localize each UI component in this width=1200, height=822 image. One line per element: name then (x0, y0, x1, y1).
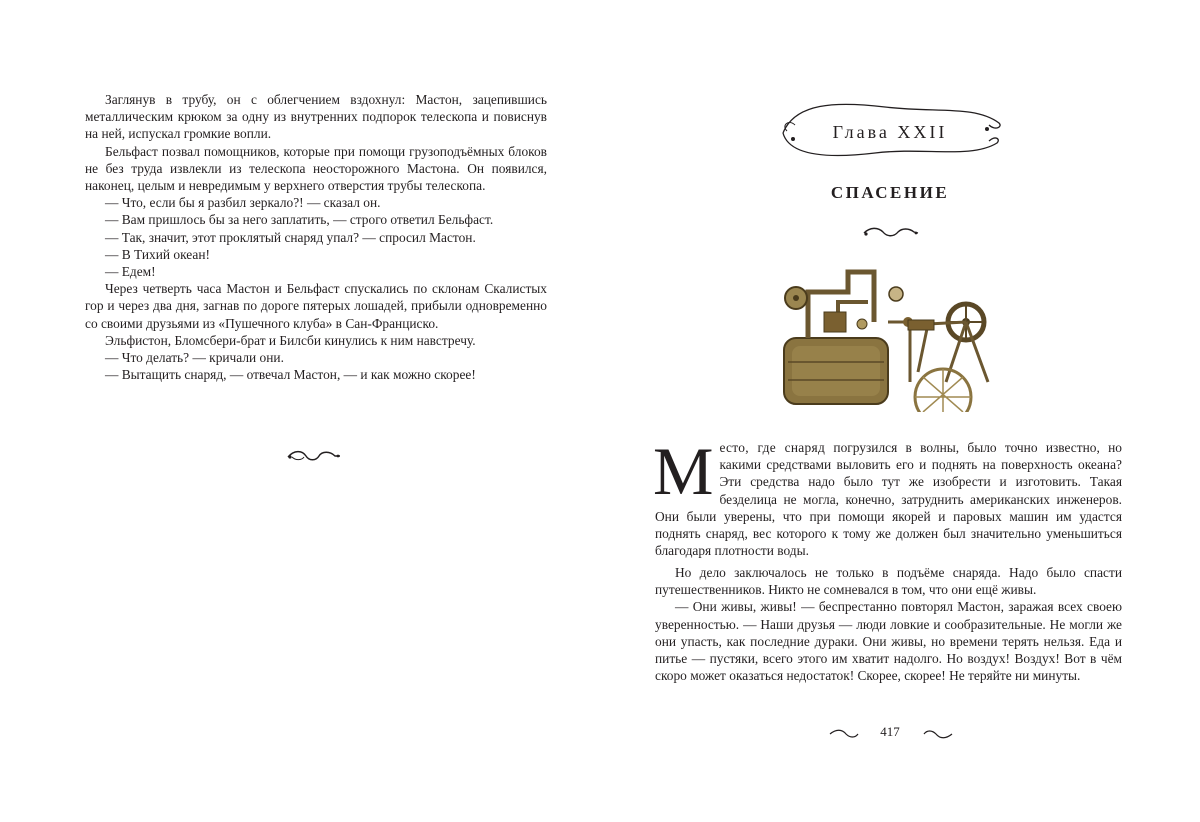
steam-machine-illustration (778, 262, 1013, 412)
first-paragraph (653, 433, 1122, 559)
dialogue-line: — Так, значит, этот проклятый снаряд упал? — спросил Мастон. (105, 229, 476, 245)
right-page-text (655, 564, 1122, 684)
page-number: 417 (880, 724, 900, 739)
dialogue-line: — Вытащить снаряд, — отвечал Мастон, — и как можно скорее! (105, 367, 476, 383)
paragraph: Но дело заключалось не только в подъёме снаряда. Надо было спасти путешественников. Никто не сомневался в том, что они ещё живы. (655, 565, 1122, 598)
paragraph: Заглянув в трубу, он с облегчением вздохнул: Мастон, зацепившись металлическим крюком за одну из внутренних подпорок телескопа и повиснув на ней, испускал громкие вопли. (85, 92, 547, 142)
dialogue-line: — Что, если бы я разбил зеркало?! — сказал он. (105, 195, 381, 211)
paragraph: Через четверть часа Мастон и Бельфаст спускались по склонам Скалистых гор и через два дня, загнав по дороге пятерых лошадей, прибыли одновременно со своими друзьями из «Пушечного клуба» в Сан-Франциско. (85, 281, 547, 331)
chapter-heading-banner (775, 95, 1005, 175)
flourish-ornament-icon (286, 448, 342, 464)
dialogue-line: — Едем! (105, 264, 156, 280)
dialogue-line: — Вам пришлось бы за него заплатить, — строго ответил Бельфаст. (105, 212, 494, 228)
paragraph-text: погрузился в волны, было точно известно, но какими средствами выловить его и поднять на поверхность океана? Эти средства надо было тут же изобрести и изготовить. Такая безделица не могла, конечно, затруднить американских инженеров. Они были уверены, что при помощи якорей и паровых машин им удастся поднять снаряд, вес которого к тому же должен был значительно уменьшиться благодаря плотности воды. (655, 440, 1122, 559)
flourish-ornament-icon (862, 226, 920, 240)
chapter-label: Глава XXII (832, 122, 948, 142)
paragraph: Эльфистон, Бломсбери-брат и Билсби кинулись к ним навстречу. (105, 332, 476, 348)
drop-cap: М (653, 433, 714, 509)
lead-words: есто, где снаряд (719, 440, 826, 455)
left-page-text (85, 91, 547, 383)
dialogue-line: — В Тихий океан! (105, 246, 210, 262)
dialogue-line: — Что делать? — кричали они. (105, 350, 284, 366)
dialogue-line: — Они живы, живы! — беспрестанно повторял Мастон, заражая всех своею уверенностью. — Наши друзья — люди ловкие и сообразительные. Не могли же они упасть, как последние дураки. Они живы, но времени терять нельзя. Еда и питье — пустяки, всего этого им хватит надолго. Но воздух! Воздух! Вот в чём скоро может оказаться недостаток! Скорее, скорее! Не теряйте ни минуты. (655, 599, 1122, 684)
page-number-left-flourish-icon (828, 729, 860, 739)
page-number-right-flourish-icon (922, 729, 954, 739)
paragraph: Бельфаст позвал помощников, которые при помощи грузоподъёмных блоков не без труда извлекли из телескопа неосторожного Мастона. Он появился, наконец, целым и невредимым у верхнего отверстия трубы телескопа. (85, 143, 547, 194)
chapter-title: СПАСЕНИЕ (830, 183, 950, 202)
